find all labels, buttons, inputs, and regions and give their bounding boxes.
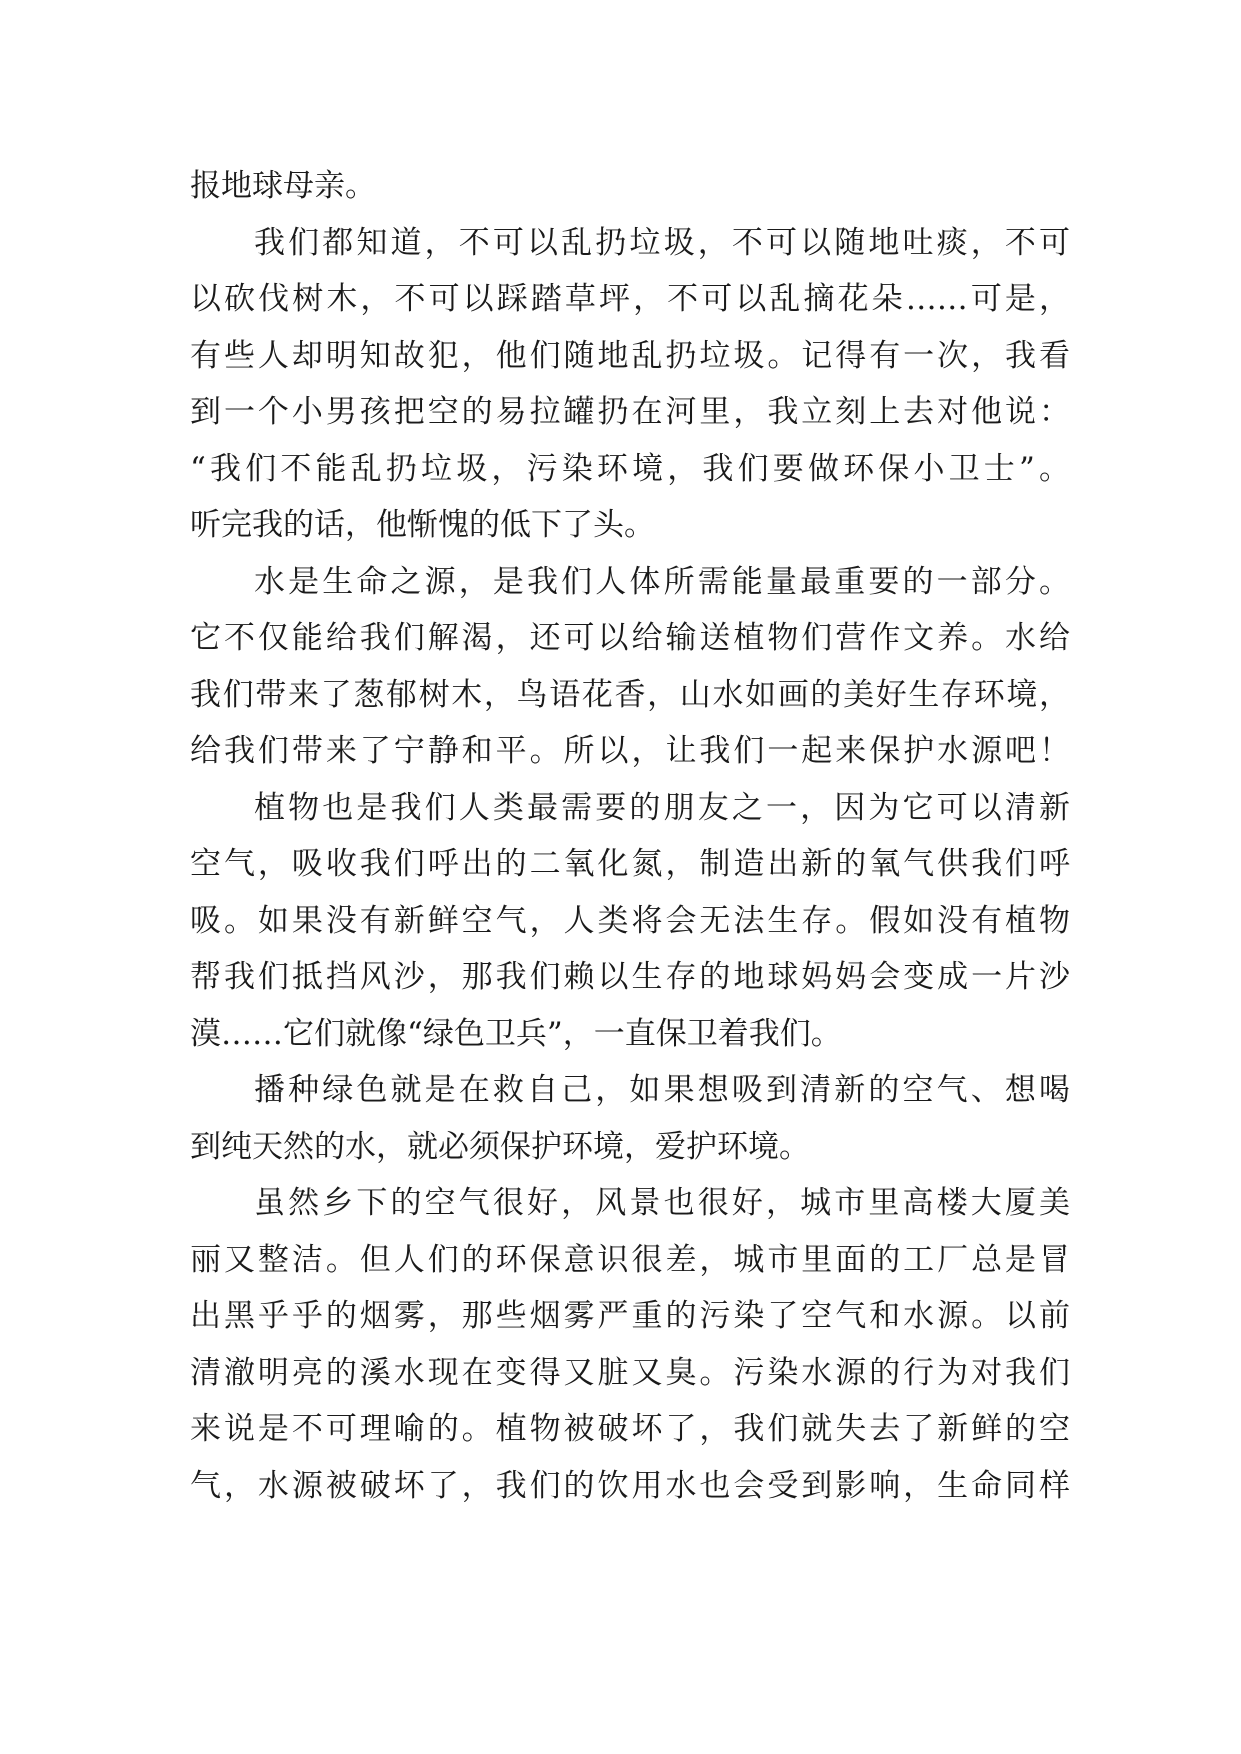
text-line: 出黑乎乎的烟雾，那些烟雾严重的污染了空气和水源。以前	[190, 1298, 1070, 1334]
text-line: 我们带来了葱郁树木，鸟语花香，山水如画的美好生存环境，	[190, 676, 1070, 713]
text-line: 到纯天然的水，就必须保护环境，爱护环境。	[190, 1128, 810, 1165]
text-line: 帮我们抵挡风沙，那我们赖以生存的地球妈妈会变成一片沙	[190, 959, 1070, 995]
text-line: 听完我的话，他惭愧的低下了头。	[190, 507, 655, 543]
text-line: 空气，吸收我们呼出的二氧化氮，制造出新的氧气供我们呼	[190, 846, 1070, 882]
text-line: 吸。如果没有新鲜空气，人类将会无法生存。假如没有植物	[190, 902, 1070, 939]
text-line: 气，水源被破坏了，我们的饮用水也会受到影响，生命同样	[190, 1467, 1070, 1504]
text-line: 到一个小男孩把空的易拉罐扔在河里，我立刻上去对他说：	[190, 394, 1070, 430]
text-line: 虽然乡下的空气很好，风景也很好，城市里高楼大厦美	[254, 1185, 1070, 1221]
text-line: “我们不能乱扔垃圾，污染环境，我们要做环保小卫士”。	[190, 450, 1070, 487]
text-line: 播种绿色就是在救自己，如果想吸到清新的空气、想喝	[254, 1072, 1070, 1108]
document-body	[190, 158, 1070, 1514]
text-line: 我们都知道，不可以乱扔垃圾，不可以随地吐痰，不可	[254, 224, 1070, 261]
text-line: 漠……它们就像“绿色卫兵”，一直保卫着我们。	[190, 1015, 842, 1052]
text-line: 它不仅能给我们解渴，还可以给输送植物们营作文养。水给	[190, 620, 1070, 656]
text-line: 清澈明亮的溪水现在变得又脏又臭。污染水源的行为对我们	[190, 1354, 1070, 1391]
text-line: 有些人却明知故犯，他们随地乱扔垃圾。记得有一次，我看	[190, 337, 1070, 374]
text-line: 给我们带来了宁静和平。所以，让我们一起来保护水源吧！	[190, 733, 1070, 769]
text-line: 以砍伐树木，不可以踩踏草坪，不可以乱摘花朵……可是，	[190, 281, 1070, 317]
text-line: 报地球母亲。	[190, 168, 376, 204]
text-line: 植物也是我们人类最需要的朋友之一，因为它可以清新	[254, 789, 1070, 826]
text-line: 丽又整洁。但人们的环保意识很差，城市里面的工厂总是冒	[190, 1241, 1070, 1278]
text-line: 水是生命之源，是我们人体所需能量最重要的一部分。	[254, 563, 1070, 600]
text-line: 来说是不可理喻的。植物被破坏了，我们就失去了新鲜的空	[190, 1411, 1070, 1447]
